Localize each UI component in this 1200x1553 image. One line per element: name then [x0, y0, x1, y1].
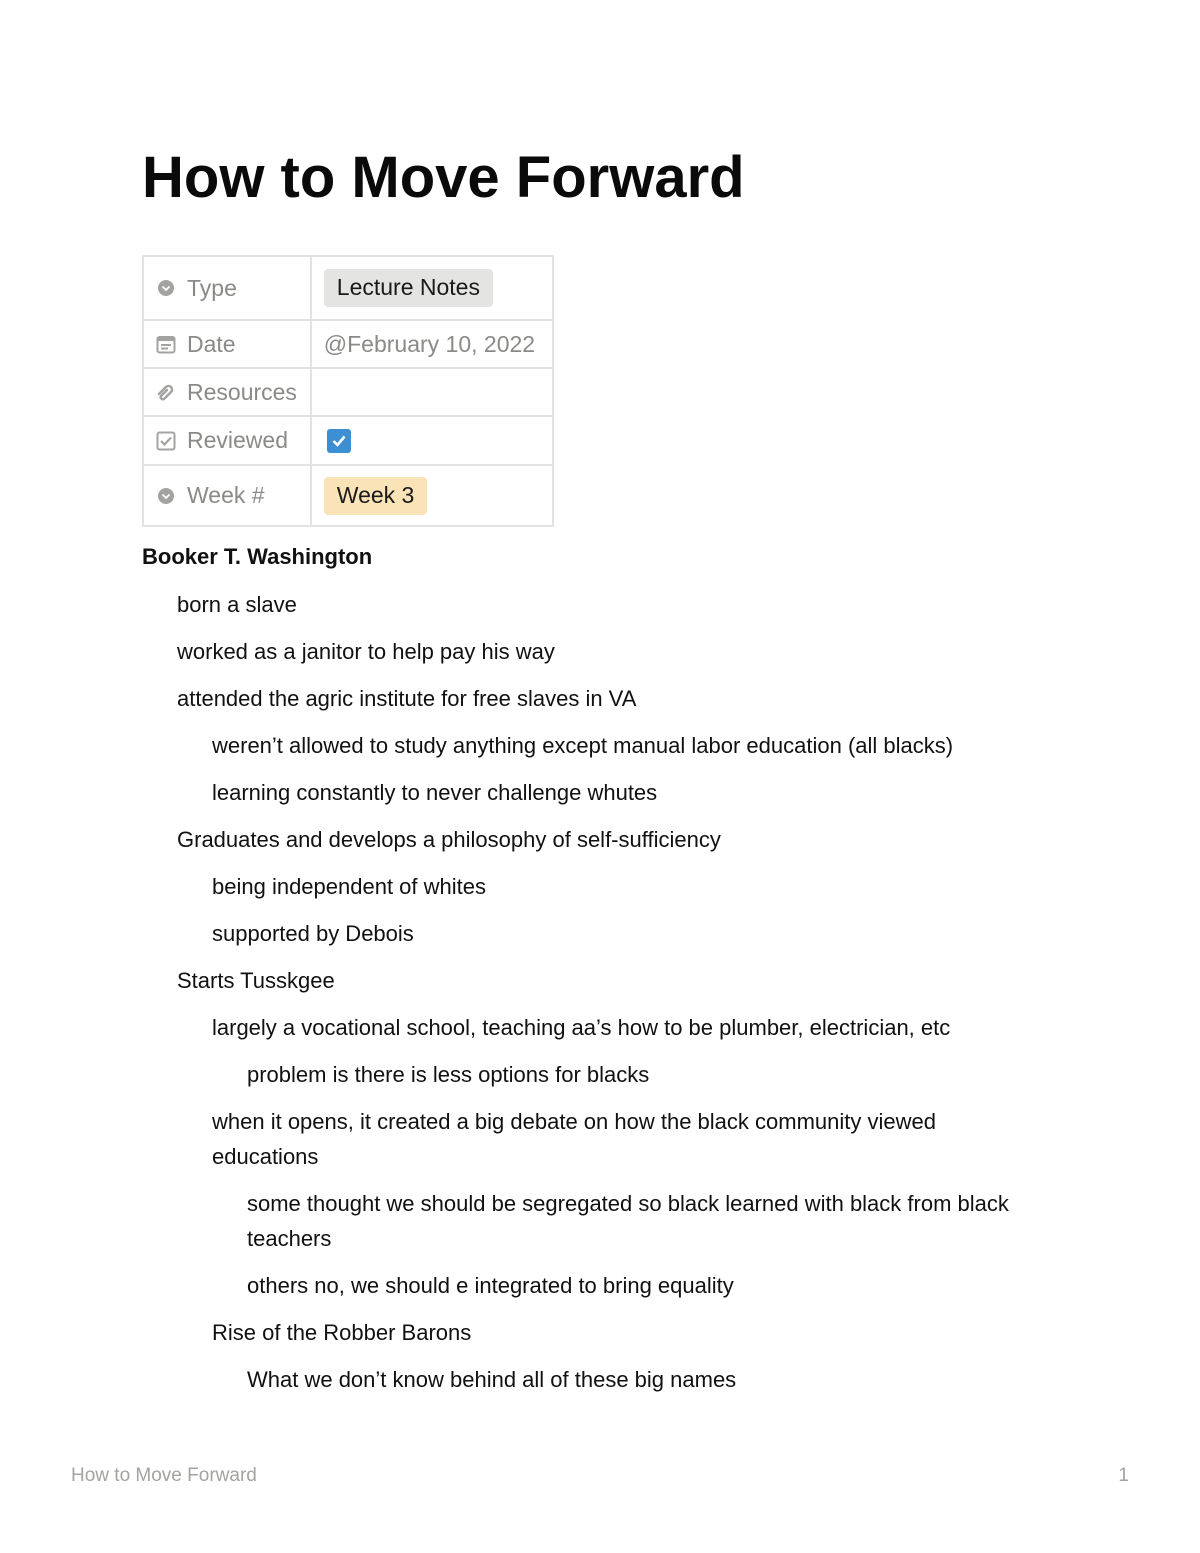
- link-icon: [155, 381, 177, 403]
- property-key-resources: [143, 368, 311, 416]
- property-label-date: Date: [187, 330, 236, 357]
- property-row-type: [143, 256, 553, 320]
- note-item: problem is there is less options for blacks: [247, 1062, 650, 1087]
- note-item: Graduates and develops a philosophy of self-sufficiency: [177, 827, 721, 852]
- property-row-resources: [143, 368, 553, 416]
- property-value-week[interactable]: [311, 465, 553, 526]
- notes-body: [142, 541, 1042, 1409]
- properties-table: [142, 255, 554, 527]
- property-label-week: Week #: [187, 482, 265, 508]
- notes-heading: Booker T. Washington: [142, 544, 373, 569]
- page-number: 1: [1118, 1465, 1129, 1486]
- property-row-reviewed: [143, 416, 553, 465]
- property-key-week: [143, 465, 311, 526]
- reviewed-checkbox[interactable]: [327, 429, 351, 453]
- note-item: worked as a janitor to help pay his way: [177, 639, 555, 664]
- property-label-resources: Resources: [187, 378, 297, 405]
- note-item: Starts Tusskgee: [177, 968, 335, 993]
- note-item: born a slave: [177, 592, 297, 617]
- property-row-week: [143, 465, 553, 526]
- calendar-icon: [155, 333, 177, 355]
- property-label-type: Type: [187, 274, 237, 301]
- note-item: when it opens, it created a big debate on how the black community viewed educations: [212, 1109, 936, 1169]
- property-row-date: [143, 320, 553, 368]
- property-key-date: [143, 320, 311, 368]
- property-label-reviewed: Reviewed: [187, 427, 288, 453]
- checkbox-icon: [155, 430, 177, 452]
- property-value-reviewed: [311, 416, 553, 465]
- select-icon: [155, 277, 177, 299]
- note-item: Rise of the Robber Barons: [212, 1320, 472, 1345]
- date-value[interactable]: @February 10, 2022: [323, 330, 536, 357]
- note-item: being independent of whites: [212, 874, 486, 899]
- note-item: attended the agric institute for free slaves in VA: [177, 686, 637, 711]
- property-value-date[interactable]: [311, 320, 553, 368]
- property-value-resources[interactable]: [311, 368, 553, 416]
- property-value-type[interactable]: [311, 256, 553, 320]
- note-item: weren’t allowed to study anything except manual labor education (all blacks): [212, 733, 954, 758]
- select-icon: [155, 485, 177, 507]
- note-item: What we don’t know behind all of these big names: [247, 1367, 737, 1392]
- property-key-type: [143, 256, 311, 320]
- footer-title: How to Move Forward: [71, 1465, 257, 1486]
- note-item: largely a vocational school, teaching aa’s how to be plumber, electrician, etc: [212, 1015, 951, 1040]
- note-item: some thought we should be segregated so black learned with black from black teachers: [247, 1191, 1009, 1251]
- note-item: others no, we should e integrated to bring equality: [247, 1273, 734, 1298]
- note-item: learning constantly to never challenge whutes: [212, 780, 658, 805]
- property-key-reviewed: [143, 416, 311, 465]
- note-item: supported by Debois: [212, 921, 414, 946]
- type-tag[interactable]: Lecture Notes: [324, 269, 493, 307]
- page-title: How to Move Forward: [142, 145, 745, 210]
- week-tag[interactable]: Week 3: [324, 477, 428, 515]
